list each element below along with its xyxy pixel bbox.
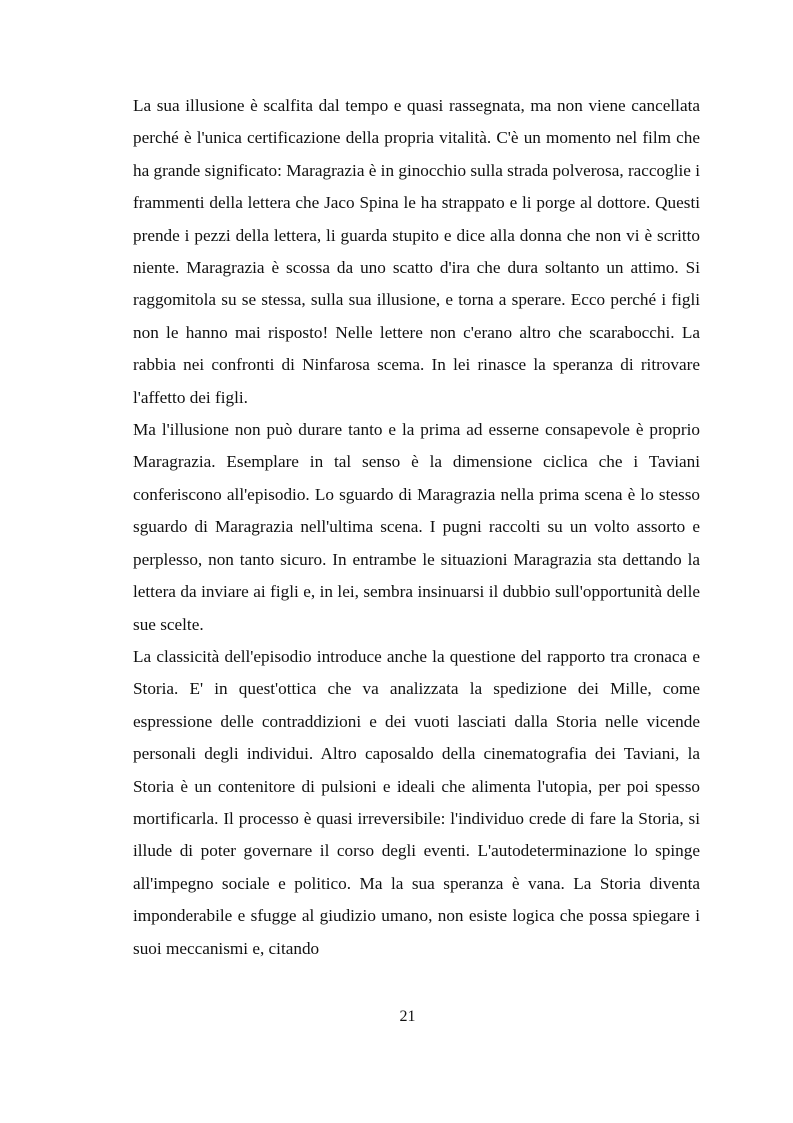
body-text <box>133 90 700 965</box>
paragraph-1: La sua illusione è scalfita dal tempo e quasi rassegnata, ma non viene cancellata perché è l'unica certificazione della propria vitalità. C'è un momento nel film che ha grande significato: Maragrazia è in ginocchio sulla strada polverosa, raccoglie i frammenti della lettera che Jaco Spina le ha strappato e li porge al dottore. Questi prende i pezzi della lettera, li guarda stupito e dice alla donna che non vi è scritto niente. Maragrazia è scossa da uno scatto d'ira che dura soltanto un attimo. Si raggomitola su se stessa, sulla sua illusione, e torna a sperare. Ecco perché i figli non le hanno mai risposto! Nelle lettere non c'erano altro che scarabocchi. La rabbia nei confronti di Ninfarosa scema. In lei rinasce la speranza di ritrovare l'affetto dei figli. <box>133 96 700 407</box>
paragraph-2: Ma l'illusione non può durare tanto e la prima ad esserne consapevole è proprio Maragrazia. Esemplare in tal senso è la dimensione ciclica che i Taviani conferiscono all'episodio. Lo sguardo di Maragrazia nella prima scena è lo stesso sguardo di Maragrazia nell'ultima scena. I pugni raccolti su un volto assorto e perplesso, non tanto sicuro. In entrambe le situazioni Maragrazia sta dettando la lettera da inviare ai figli e, in lei, sembra insinuarsi il dubbio sull'opportunità delle sue scelte. <box>133 420 700 634</box>
page-number: 21 <box>399 1008 416 1025</box>
paragraph-3: La classicità dell'episodio introduce anche la questione del rapporto tra cronaca e Storia. E' in quest'ottica che va analizzata la spedizione dei Mille, come espressione delle contraddizioni e dei vuoti lasciati dalla Storia nelle vicende personali degli individui. Altro caposaldo della cinematografia dei Taviani, la Storia è un contenitore di pulsioni e ideali che alimenta l'utopia, per poi spesso mortificarla. Il processo è quasi irreversibile: l'individuo crede di fare la Storia, si illude di poter governare il corso degli eventi. L'autodeterminazione lo spinge all'impegno sociale e politico. Ma la sua speranza è vana. La Storia diventa imponderabile e sfugge al giudizio umano, non esiste logica che possa spiegare i suoi meccanismi e, citando <box>133 646 700 958</box>
